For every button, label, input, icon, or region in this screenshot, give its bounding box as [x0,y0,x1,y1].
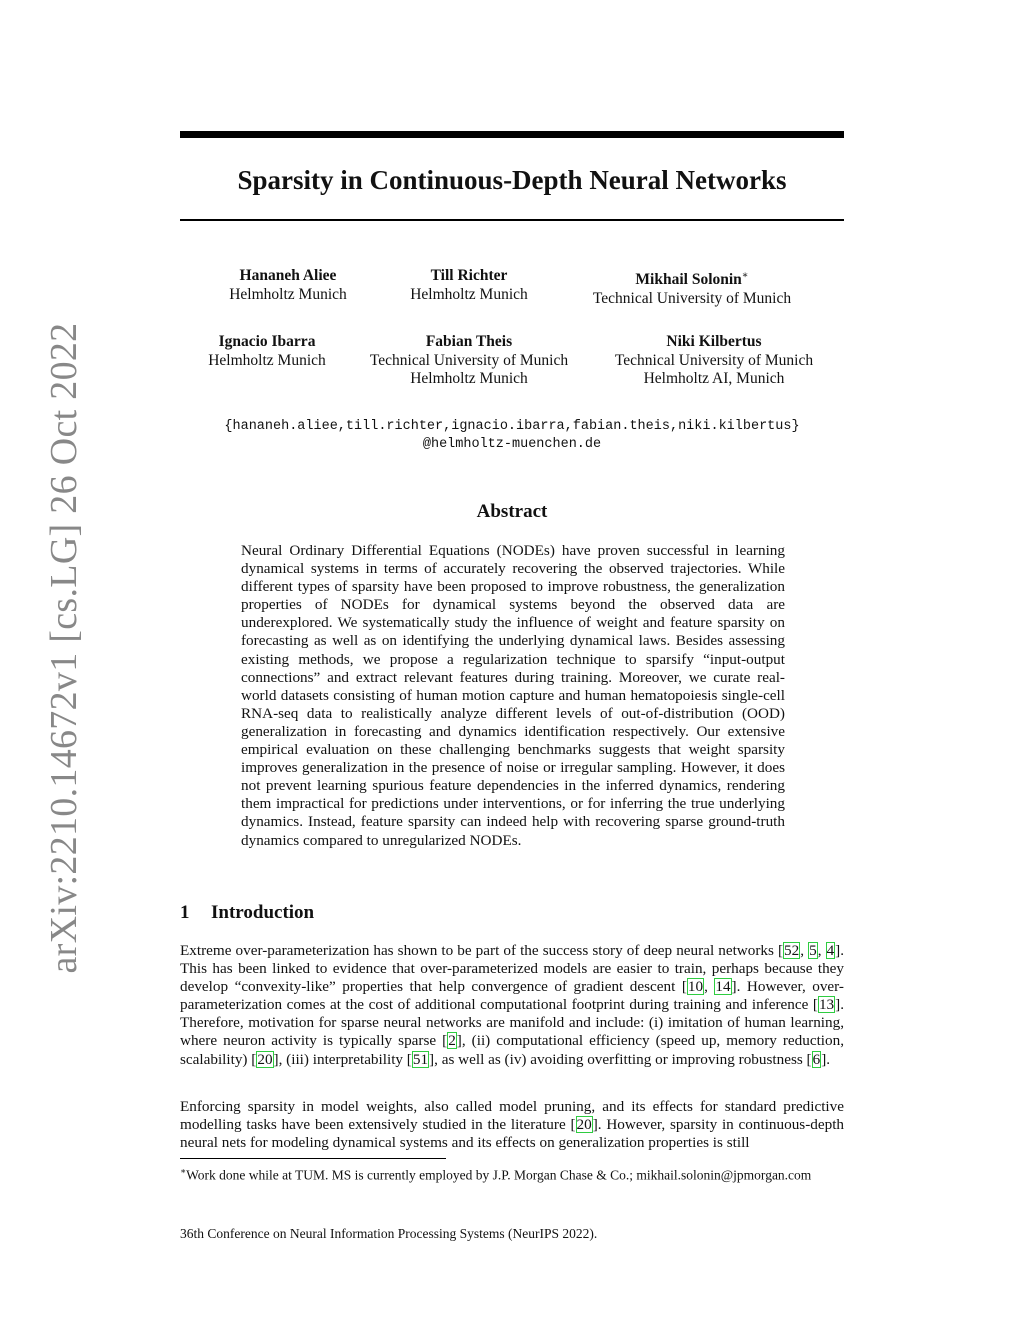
author-name: Hananeh Aliee [239,267,337,284]
citation-link[interactable]: 5 [809,942,817,959]
author-block [594,333,834,389]
abstract-text: Neural Ordinary Differential Equations (NODEs) have proven successful in learning dynamical systems in terms of accurately recovering the observed trajectories. While different types of sparsity have been proposed to improve robustness, the generalization properties of NODEs for dynamical systems beyond the observed data are underexplored. We systematically study the influence of weight and feature sparsity on forecasting as well as on identifying the underlying dynamical laws. Besides assessing existing methods, we propose a regularization technique to sparsify “input-output connections” and extract relevant features during training. Moreover, we curate real-world datasets consisting of human motion capture and human hematopoiesis single-cell RNA-seq data to realistically analyze different levels of out-of-distribution (OOD) generalization in forecasting and dynamics identification respectively. Our extensive empirical evaluation on these challenging benchmarks suggests that weight sparsity improves generalization in the presence of noise or irregular sampling. However, it does not prevent learning spurious feature dependencies in the inferred dynamics, rendering them impractical for predictions under interventions, or for inferring the true underlying dynamics. Instead, feature sparsity can indeed help with recovering sparse ground-truth dynamics compared to unregularized NODEs. [241,542,785,849]
citation-link[interactable]: 2 [448,1032,456,1050]
intro-paragraph-2: Enforcing sparsity in model weights, also called model pruning, and its effects for standard predictive modelling tasks have been extensively studied in the literature [20]. However, sparsity in continuous-depth neural nets for modeling dynamical systems and its effects on generalization properties is still [180,1098,845,1152]
title-top-rule [180,131,844,138]
intro-paragraph-1: Extreme over-parameterization has shown to be part of the success story of deep neural networks [52, 5, 4]. This has been linked to evidence that over-parameterized models are easier to train, perhaps because they develop “convexity-like” properties that help convergence of gradient descent [10, 14]. However, over-parameterization comes at the cost of additional computational footprint during training and inference [13]. Therefore, motivation for sparse neural networks are manifold and include: (i) imitation of human learning, where neuron activity is typically sparse [2], (ii) computational efficiency (speed up, memory reduction, scalability) [20], (iii) interpretability [51], as well as (iv) avoiding overfitting or improving robustness [6]. [180,942,845,1068]
paper-title: Sparsity in Continuous-Depth Neural Networks [237,165,787,195]
author-block [572,267,812,308]
footnote-rule [180,1158,446,1159]
footnote-mark: ∗ [180,1166,187,1176]
email-line: {hananeh.aliee,till.richter,ignacio.ibarra,fabian.theis,niki.kilbertus} [224,419,800,434]
author-affiliation: Helmholtz Munich [229,285,347,303]
footnote-mark: ∗ [741,270,749,281]
citation-link[interactable]: 10 [687,978,704,996]
author-block [369,267,569,304]
author-affiliation: Helmholtz Munich [410,285,528,303]
citation-link[interactable]: 51 [412,1050,429,1068]
citation-link[interactable]: 14 [715,978,731,996]
author-affiliation: Helmholtz AI, Munich [643,370,785,387]
author-affiliation: Technical University of Munich [614,351,814,369]
author-affiliation: Technical University of Munich [369,351,569,369]
section-heading [180,901,314,925]
author-block [349,333,589,389]
author-block [167,333,367,370]
author-name: Mikhail Solonin∗ [635,270,749,289]
citation-link[interactable]: 13 [818,996,835,1014]
email-domain: @helmholtz-muenchen.de [422,437,602,452]
citation-link[interactable]: 6 [812,1050,821,1068]
author-name: Till Richter [430,267,508,284]
section-title: Introduction [211,902,315,923]
section-number: 1 [180,902,190,923]
arxiv-stamp: arXiv:2210.14672v1 [cs.LG] 26 Oct 2022 [43,322,85,974]
citation-link[interactable]: 52 [784,942,800,959]
abstract-heading: Abstract [476,501,548,522]
title-bottom-rule [180,219,844,221]
author-name: Ignacio Ibarra [218,333,316,350]
author-emails [180,418,844,454]
venue-note: 36th Conference on Neural Information Processing Systems (NeurIPS 2022). [180,1226,598,1241]
author-affiliation: Technical University of Munich [592,289,792,307]
citation-link[interactable]: 4 [826,942,835,959]
citation-link[interactable]: 20 [257,1050,273,1068]
footnote-text: Work done while at TUM. MS is currently employed by J.P. Morgan Chase & Co.; mikhail.solonin@jpmorgan.com [186,1167,812,1183]
footnote [180,1163,844,1184]
author-block [188,267,388,304]
author-affiliation: Helmholtz Munich [410,370,528,387]
author-name: Niki Kilbertus [666,333,762,350]
citation-link[interactable]: 20 [576,1116,592,1134]
author-name: Fabian Theis [425,333,513,350]
author-affiliation: Helmholtz Munich [208,351,326,369]
